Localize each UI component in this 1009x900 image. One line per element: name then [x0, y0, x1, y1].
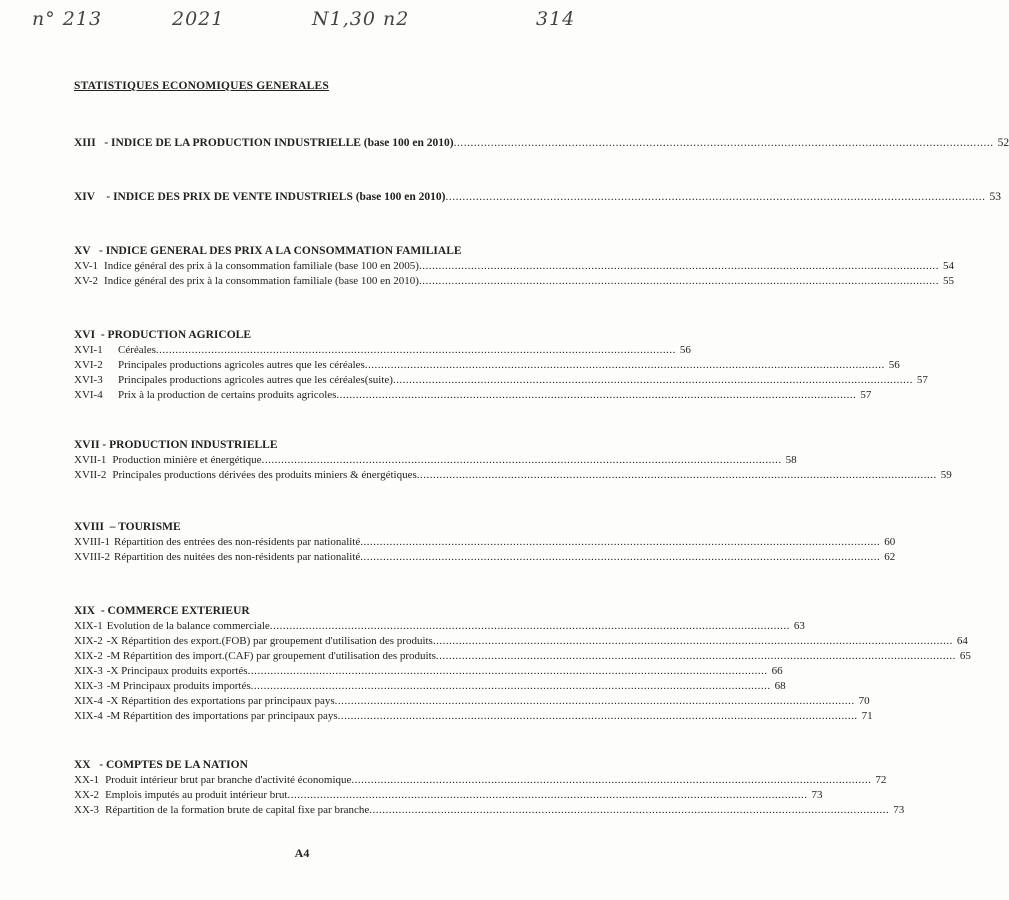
page-ref: 58 [785, 454, 797, 466]
dot-leader [433, 634, 953, 649]
handwritten-page-number: 314 [536, 8, 576, 30]
entry-text: Principales productions dérivées des produits miniers & énergétiques [112, 469, 417, 481]
entry-number: XVI-3 [74, 374, 103, 386]
entry-number: XIX-3 [74, 665, 103, 677]
toc-section-xvi [74, 328, 928, 403]
toc-entry [74, 803, 905, 818]
entry-number: XVI-4 [74, 389, 103, 401]
toc-entry [74, 274, 954, 289]
dot-leader [365, 358, 885, 373]
entry-number: XIX-4 [74, 695, 103, 707]
dot-leader [436, 649, 956, 664]
page-ref: 55 [942, 275, 954, 287]
toc-section-xv [74, 244, 954, 289]
toc-entry [74, 649, 971, 664]
entry-number: XIX-2 [74, 650, 103, 662]
page-ref: 59 [940, 469, 952, 481]
toc-entry [74, 788, 823, 803]
dot-leader [270, 619, 790, 634]
page-ref: 52 [997, 137, 1009, 149]
entry-number: XV-1 [74, 260, 99, 272]
page-footer: A4 [294, 846, 310, 860]
page-ref: 62 [884, 551, 896, 563]
entry-number: XIX-4 [74, 710, 103, 722]
entry-text: -X Répartition des export.(FOB) par groupement d'utilisation des produits [106, 635, 433, 647]
section-heading: XIX - COMMERCE EXTERIEUR [74, 605, 250, 617]
toc-section-xvii [74, 438, 952, 483]
page-ref: 57 [860, 389, 872, 401]
entry-text: -M Principaux produits importés [106, 680, 251, 692]
dot-leader [248, 664, 768, 679]
entry-number: XVIII-1 [74, 536, 111, 548]
page-title: STATISTIQUES ECONOMIQUES GENERALES [74, 80, 329, 92]
entry-number: XIX-3 [74, 680, 103, 692]
dot-leader [419, 274, 939, 289]
entry-text: Principales productions agricoles autres que les céréales [118, 359, 365, 371]
section-heading: XVI - PRODUCTION AGRICOLE [74, 329, 251, 341]
toc-entry [74, 358, 900, 373]
toc-section-xix [74, 604, 971, 724]
entry-number: XVI-2 [74, 359, 103, 371]
toc-entry [74, 773, 887, 788]
page-ref: 73 [893, 804, 905, 816]
toc-section-xiii [74, 136, 1009, 151]
page-ref: 60 [884, 536, 896, 548]
dot-leader [393, 373, 913, 388]
page-ref: 73 [811, 789, 823, 801]
page-ref: 72 [875, 774, 887, 786]
entry-text: Evolution de la balance commerciale [106, 620, 270, 632]
entry-number: XX-2 [74, 789, 100, 801]
toc-entry [74, 259, 954, 274]
entry-number: XVI-1 [74, 344, 103, 356]
dot-leader [454, 136, 994, 151]
page-ref: 63 [793, 620, 805, 632]
entry-text: Indice général des prix à la consommation familiale (base 100 en 2010) [104, 275, 419, 287]
page-ref: 71 [861, 710, 873, 722]
page-ref: 53 [989, 191, 1001, 203]
entry-text: Céréales [118, 344, 156, 356]
toc-section-xx [74, 758, 905, 818]
entry-number: XIX-1 [74, 620, 103, 632]
handwritten-year: 2021 [172, 8, 225, 30]
entry-number: XIX-2 [74, 635, 103, 647]
section-heading: XIII - INDICE DE LA PRODUCTION INDUSTRIELLE (base 100 en 2010) [74, 137, 454, 149]
page-ref: 56 [679, 344, 691, 356]
toc-section-xviii [74, 520, 896, 565]
section-heading: XV - INDICE GENERAL DES PRIX A LA CONSOMMATION FAMILIALE [74, 245, 462, 257]
toc-entry [74, 694, 870, 709]
page-ref: 68 [774, 680, 786, 692]
dot-leader [156, 343, 676, 358]
entry-text: -M Répartition des importations par principaux pays [106, 710, 338, 722]
toc-entry [74, 634, 968, 649]
page-ref: 56 [888, 359, 900, 371]
page-ref: 66 [771, 665, 783, 677]
dot-leader [419, 259, 939, 274]
dot-leader [262, 453, 782, 468]
dot-leader [287, 788, 807, 803]
entry-number: XX-1 [74, 774, 100, 786]
dot-leader [336, 388, 856, 403]
dot-leader [251, 679, 771, 694]
entry-number: XV-2 [74, 275, 99, 287]
entry-number: XVII-1 [74, 454, 107, 466]
section-heading: XVIII – TOURISME [74, 521, 181, 533]
dot-leader [417, 468, 937, 483]
toc-section-xiv [74, 190, 1001, 205]
toc-entry [74, 535, 896, 550]
entry-text: -X Répartition des exportations par principaux pays [106, 695, 335, 707]
entry-text: Indice général des prix à la consommation familiale (base 100 en 2005) [104, 260, 419, 272]
entry-text: Répartition des entrées des non-résidents par nationalité [114, 536, 361, 548]
entry-text: Prix à la production de certains produits agricoles [118, 389, 337, 401]
toc-entry [74, 343, 691, 358]
toc-entry [74, 709, 873, 724]
page-ref: 70 [858, 695, 870, 707]
toc-entry [74, 679, 786, 694]
entry-number: XVIII-2 [74, 551, 111, 563]
entry-text: Principales productions agricoles autres que les céréales(suite) [118, 374, 393, 386]
handwritten-reference: N1,30 n2 [312, 8, 410, 30]
handwritten-number: n° 213 [32, 8, 103, 30]
entry-text: Répartition des nuitées des non-résidents par nationalité [114, 551, 361, 563]
entry-text: Produit intérieur brut par branche d'activité économique [105, 774, 352, 786]
entry-number: XX-3 [74, 804, 100, 816]
dot-leader [335, 694, 855, 709]
entry-text: Emplois imputés au produit intérieur brut [105, 789, 288, 801]
dot-leader [369, 803, 889, 818]
toc-entry [74, 664, 783, 679]
page-ref: 65 [959, 650, 971, 662]
dot-leader [360, 550, 880, 565]
entry-text: -X Principaux produits exportés [106, 665, 248, 677]
dot-leader [351, 773, 871, 788]
toc-entry [74, 550, 896, 565]
section-heading: XX - COMPTES DE LA NATION [74, 759, 248, 771]
section-heading: XIV - INDICE DES PRIX DE VENTE INDUSTRIELS (base 100 en 2010) [74, 191, 446, 203]
toc-entry [74, 388, 872, 403]
dot-leader [360, 535, 880, 550]
entry-number: XVII-2 [74, 469, 107, 481]
toc-entry [74, 619, 805, 634]
dot-leader [445, 190, 985, 205]
page-ref: 64 [956, 635, 968, 647]
toc-entry [74, 468, 952, 483]
dot-leader [338, 709, 858, 724]
page-ref: 57 [916, 374, 928, 386]
section-heading: XVII - PRODUCTION INDUSTRIELLE [74, 439, 278, 451]
toc-entry [74, 373, 928, 388]
entry-text: Production minière et énergétique [112, 454, 262, 466]
page-ref: 54 [942, 260, 954, 272]
entry-text: Répartition de la formation brute de capital fixe par branche [105, 804, 370, 816]
entry-text: -M Répartition des import.(CAF) par groupement d'utilisation des produits [106, 650, 436, 662]
toc-entry [74, 453, 797, 468]
